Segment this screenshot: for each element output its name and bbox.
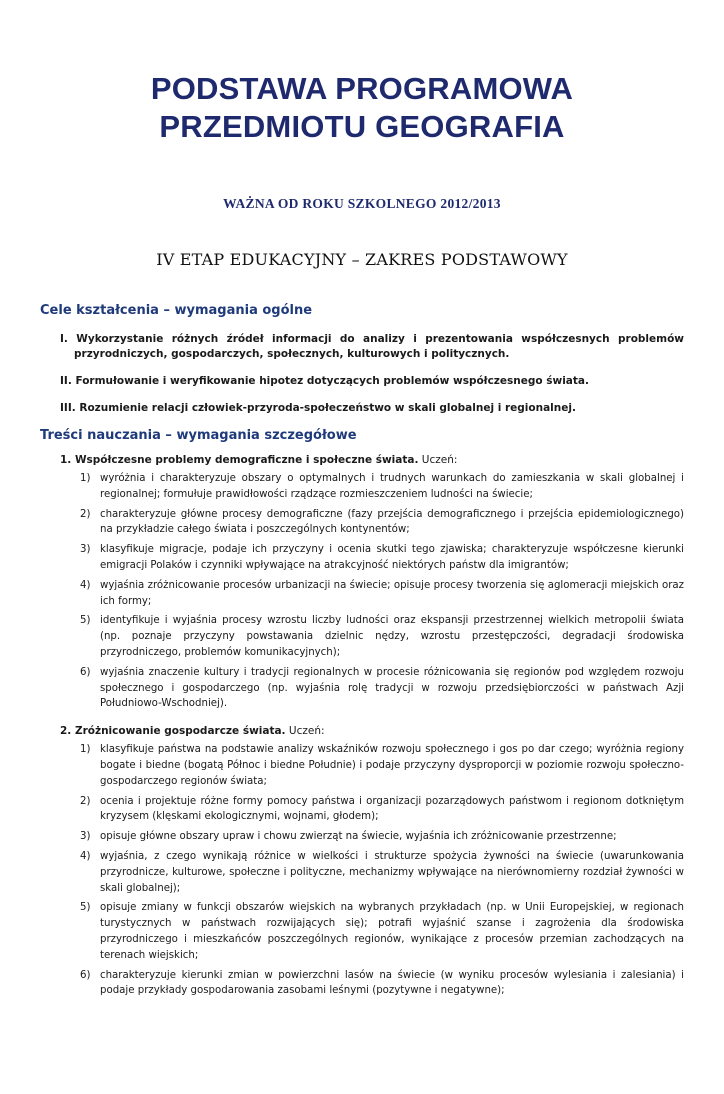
item-number: 3) — [80, 544, 91, 556]
topic-1-suffix: Uczeń: — [418, 454, 458, 466]
list-item — [40, 794, 684, 826]
item-text: klasyfikuje migracje, podaje ich przyczyny i ocenia skutki tego zjawiska; charakteryzuje współczesne kierunki emigracji Polaków i czynniki wpływające na atrakcyjność niektórych państw dla imigrantów; — [100, 544, 684, 571]
list-item — [40, 613, 684, 660]
content-heading: Treści nauczania – wymagania szczegółowe — [40, 428, 357, 443]
document-page — [0, 70, 724, 1094]
list-item — [40, 968, 684, 1000]
topic-1-heading — [60, 453, 684, 468]
item-text: ocenia i projektuje różne formy pomocy państwa i organizacji pozarządowych państwom i regionom dotkniętym kryzysem (klęskami ekologicznymi, wojnami, głodem); — [100, 795, 684, 823]
item-text: wyjaśnia, z czego wynikają różnice w wielkości i strukturze spożycia żywności na świecie (uwarunkowania przyrodnicze, kulturowe, społeczne i polityczne, mechanizmy wpływające na nierównomierny rozdział żywności w skali globalnej); — [100, 850, 684, 894]
item-number: 3) — [80, 831, 91, 843]
topic-2-title: 2. Zróżnicowanie gospodarcze świata. — [60, 725, 286, 738]
item-number: 2) — [80, 508, 91, 520]
title-line-2: PRZEDMIOTU GEOGRAFIA — [159, 109, 565, 144]
topic-1-title: 1. Współczesne problemy demograficzne i społeczne świata. — [60, 454, 419, 466]
item-number: 6) — [80, 666, 91, 678]
item-number: 1) — [80, 473, 91, 484]
item-text: opisuje zmiany w funkcji obszarów wiejskich na wybranych przykładach (np. w Unii Europejskiej, w regionach turystycznych w państwach rozwijających się); potrafi wyjaśnić szanse i zagrożenia dla środowiska przyrodniczego i mieszkańców poszczególnych regionów, wynikające z procesów przemian zachodzących na terenach wiejskich; — [100, 902, 684, 961]
item-number: 6) — [80, 969, 91, 981]
item-number: 5) — [80, 615, 91, 627]
document-title — [40, 70, 684, 146]
item-text: charakteryzuje kierunki zmian w powierzchni lasów na świecie (w wyniku procesów wylesiania i zalesiania) i podaje przykłady gospodarowania zasobami leśnymi (pozytywne i negatywne); — [100, 969, 684, 997]
item-text: identyfikuje i wyjaśnia procesy wzrostu liczby ludności oraz ekspansji przestrzennej wielkich metropolii świata (np. poznaje przyczyny powstawania dzielnic nędzy, wzrostu przestępczości, degradacji środowiska przyrodniczego, problemów komunikacyjnych); — [100, 615, 684, 658]
validity-note: WAŻNA OD ROKU SZKOLNEGO 2012/2013 — [223, 196, 501, 211]
goals-list — [60, 332, 684, 416]
item-text: wyjaśnia zróżnicowanie procesów urbanizacji na świecie; opisuje procesy tworzenia się aglomeracji miejskich oraz ich formy; — [100, 579, 684, 607]
goal-item: I. Wykorzystanie różnych źródeł informacji do analizy i prezentowania współczesnych problemów przyrodniczych, gospodarczych, społecznych, kulturowych i politycznych. — [60, 333, 684, 360]
list-item — [40, 829, 684, 845]
item-text: wyróżnia i charakteryzuje obszary o optymalnych i trudnych warunkach do zamieszkania w skali globalnej i regionalnej; formułuje prawidłowości rządzące rozmieszczeniem ludności na świecie; — [100, 473, 684, 500]
topic-2-suffix: Uczeń: — [285, 725, 325, 738]
goals-heading: Cele kształcenia – wymagania ogólne — [40, 303, 313, 318]
list-item — [40, 742, 684, 789]
list-item — [40, 578, 684, 610]
list-item — [40, 471, 684, 503]
item-number: 4) — [80, 850, 91, 862]
list-item — [40, 665, 684, 712]
item-number: 4) — [80, 579, 91, 591]
topic-2-heading — [60, 724, 684, 739]
item-text: klasyfikuje państwa na podstawie analizy wskaźników rozwoju społecznego i gos po dar czego; wyróżnia regiony bogate i biedne (bogatą Północ i biedne Południe) i podaje przyczyny dysproporcji w poziomie rozwoju społeczno-gospodarczego regionów świata; — [100, 744, 684, 787]
list-item — [40, 542, 684, 574]
item-text: opisuje główne obszary upraw i chowu zwierząt na świecie, wyjaśnia ich zróżnicowanie przestrzenne; — [100, 831, 617, 843]
item-text: charakteryzuje główne procesy demograficzne (fazy przejścia demograficznego i przejścia epidemiologicznego) na przykładzie całego świata i poszczególnych kontynentów; — [100, 508, 684, 536]
list-item — [40, 900, 684, 963]
item-text: wyjaśnia znaczenie kultury i tradycji regionalnych w procesie różnicowania się regionów pod względem rozwoju społecznego i gospodarczego (np. wyjaśnia rolę tradycji w rozwoju przedsiębiorczości w państwach Azji Południowo-Wschodniej). — [100, 666, 684, 710]
topic-1-items — [40, 471, 684, 712]
list-item — [40, 507, 684, 539]
topic-2-items — [40, 742, 684, 999]
list-item — [40, 849, 684, 896]
education-stage: IV ETAP EDUKACYJNY – ZAKRES PODSTAWOWY — [156, 250, 568, 269]
goal-item: II. Formułowanie i weryfikowanie hipotez dotyczących problemów współczesnego świata. — [60, 375, 589, 387]
item-number: 2) — [80, 795, 91, 807]
item-number: 5) — [80, 902, 91, 914]
goal-item: III. Rozumienie relacji człowiek-przyroda-społeczeństwo w skali globalnej i regionalnej. — [60, 402, 576, 414]
item-number: 1) — [80, 744, 91, 756]
title-line-1: PODSTAWA PROGRAMOWA — [150, 71, 574, 106]
